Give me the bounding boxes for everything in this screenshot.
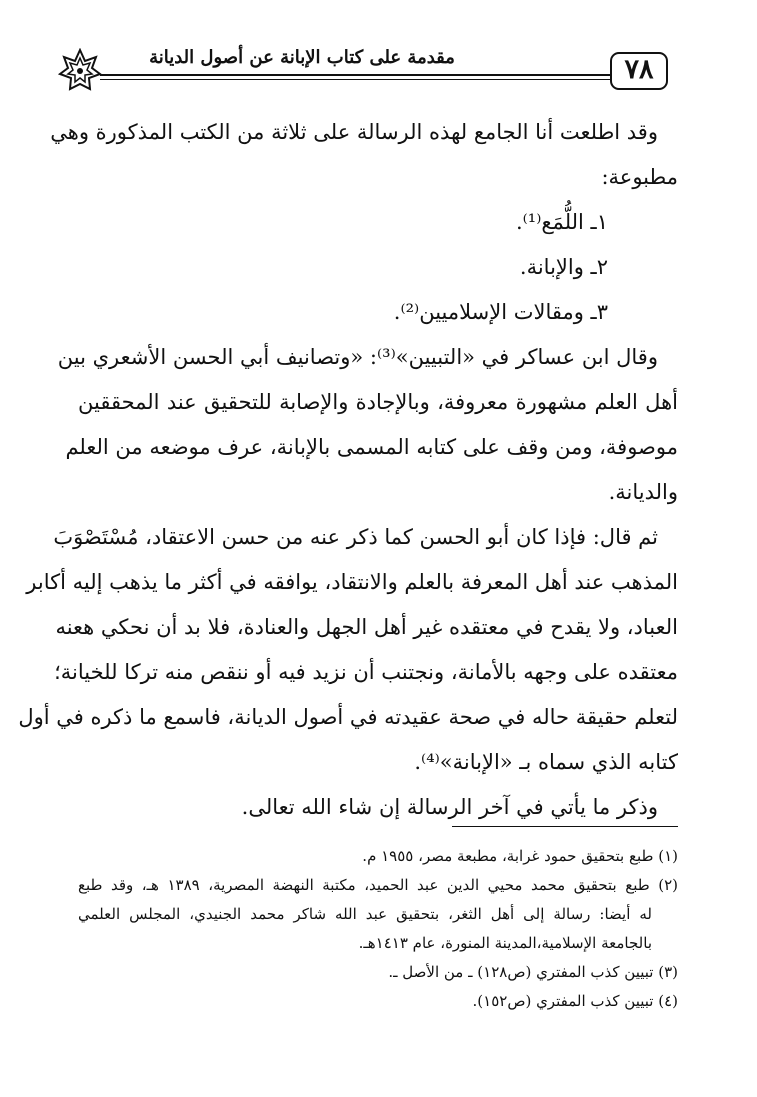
body-text bbox=[18, 110, 678, 830]
text-line: وقال ابن عساكر في «التبيين»⁽³⁾: «وتصانيف أبي الحسن الأشعري بين bbox=[57, 345, 658, 369]
footnote: (٣) تبيين كذب المفتري (ص١٢٨) ـ من الأصل ـ. bbox=[388, 963, 678, 981]
footnote: (١) طبع بتحقيق حمود غرابة، مطبعة مصر، ١٩٥٥ م. bbox=[362, 847, 678, 865]
page-number: ٧٨ bbox=[610, 52, 668, 90]
footnote: (٤) تبيين كذب المفتري (ص١٥٢). bbox=[472, 992, 678, 1010]
header-rule-thick bbox=[100, 74, 610, 76]
text-line: لتعلم حقيقة حاله في صحة عقيدته في أصول الديانة، فاسمع ما ذكره في أول bbox=[18, 705, 678, 729]
text-line: معتقده على وجهه بالأمانة، ونجتنب أن نزيد فيه أو ننقص منه تركا للخيانة؛ bbox=[54, 660, 678, 684]
text-line: أهل العلم مشهورة معروفة، وبالإجادة والإصابة للتحقيق عند المحققين bbox=[78, 390, 678, 414]
footnote-continuation: بالجامعة الإسلامية،المدينة المنورة، عام ١٤١٣هـ. bbox=[358, 934, 652, 952]
text-line: وذكر ما يأتي في آخر الرسالة إن شاء الله تعالى. bbox=[241, 795, 658, 819]
footnote-continuation: له أيضا: رسالة إلى أهل الثغر، بتحقيق عبد الله شاكر محمد الجنيدي، المجلس العلمي bbox=[78, 905, 652, 923]
footnote: (٢) طبع بتحقيق محمد محيي الدين عبد الحميد، مكتبة النهضة المصرية، ١٣٨٩ هـ، وقد طبع bbox=[78, 876, 679, 894]
star-ornament-icon bbox=[58, 48, 102, 92]
text-line: كتابه الذي سماه بـ «الإبانة»⁽⁴⁾. bbox=[414, 750, 678, 774]
text-line: ثم قال: فإذا كان أبو الحسن كما ذكر عنه من حسن الاعتقاد، مُسْتَصْوَبَ bbox=[53, 525, 658, 549]
text-line: موصوفة، ومن وقف على كتابه المسمى بالإبانة، عرف موضعه من العلم bbox=[65, 435, 678, 459]
list-item: ١ـ اللُّمَع⁽¹⁾. bbox=[515, 210, 608, 234]
header-rule-thin bbox=[100, 79, 610, 80]
list-item: ٣ـ ومقالات الإسلاميين⁽²⁾. bbox=[393, 300, 608, 324]
page-header bbox=[58, 44, 670, 94]
text-line: مطبوعة: bbox=[601, 165, 678, 189]
footnotes bbox=[78, 842, 678, 1016]
text-line: المذهب عند أهل المعرفة بالعلم والانتقاد، يوافقه في أكثر ما يذهب إليه أكابر bbox=[26, 570, 678, 594]
running-title: مقدمة على كتاب الإبانة عن أصول الديانة bbox=[149, 47, 455, 68]
footnote-separator bbox=[452, 826, 678, 827]
text-line: والديانة. bbox=[608, 480, 678, 504]
text-line: وقد اطلعت أنا الجامع لهذه الرسالة على ثلاثة من الكتب المذكورة وهي bbox=[50, 120, 658, 144]
list-item: ٢ـ والإبانة. bbox=[519, 255, 608, 279]
text-line: العباد، ولا يقدح في معتقده غير أهل الجهل والعنادة، فلا بد أن نحكي هعنه bbox=[55, 615, 678, 639]
